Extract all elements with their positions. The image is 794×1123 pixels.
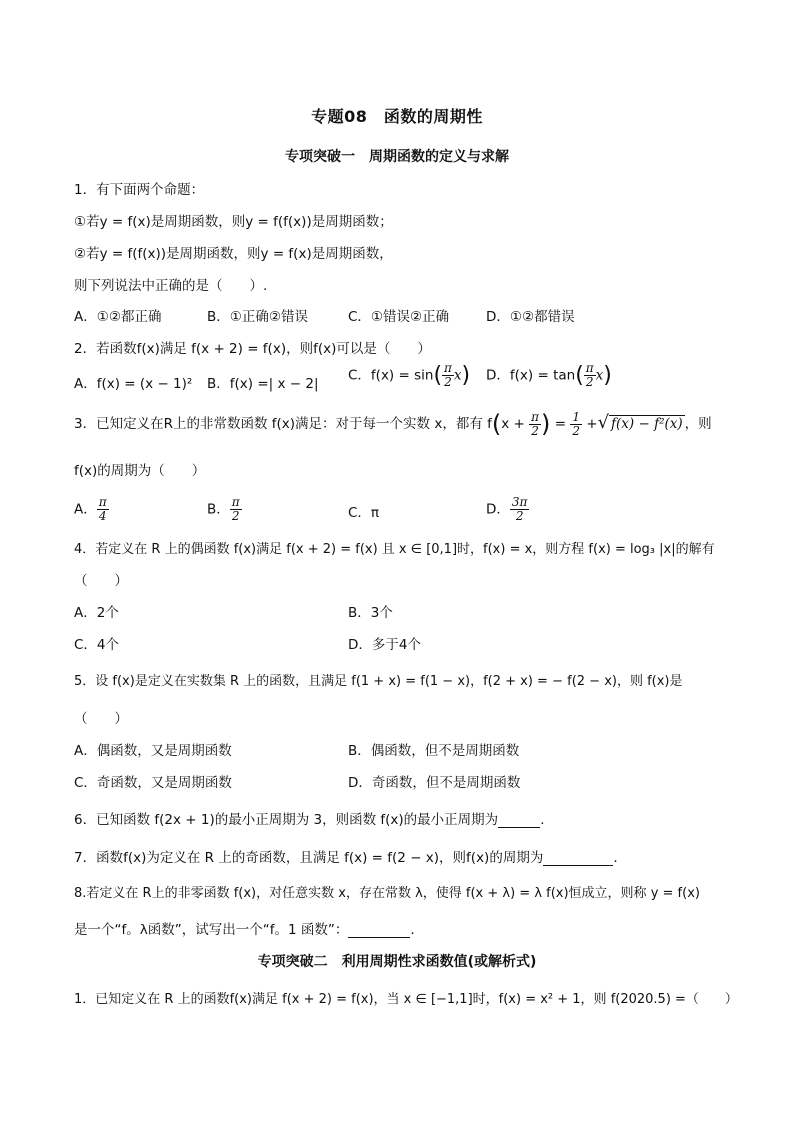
q2-stem: 2．若函数f(x)满足 f(x + 2) = f(x)，则f(x)可以是（ ） [74, 341, 431, 357]
q2-option-d-label: D．f(x) = tan [486, 367, 576, 384]
q4-stem: 4．若定义在 R 上的偶函数 f(x)满足 f(x + 2) = f(x) 且 x ∈ [0,1]时，f(x) = x，则方程 f(x) = log₃ |x|的解有 [74, 542, 715, 557]
q3-stem: 3．已知定义在R上的非常数函数 f(x)满足：对于每一个实数 x，都有 f(x + $\frac{\pi}{2}$ ) = $\frac{1}{2}$ +√ f(x) − f²(x) ，则 [74, 409, 712, 438]
q2-option-d: D．f(x) = tan( $\frac{\pi}{2}$ x) [486, 361, 612, 389]
q2-option-d-fraction: $\frac{\pi}{2}$ [585, 361, 594, 389]
q3-option-b: B． $\frac{\pi}{2}$ [207, 495, 240, 523]
q6-stem: 6．已知函数 f(2x + 1)的最小正周期为 3，则函数 f(x)的最小正周期为 . [74, 812, 545, 828]
q2-option-b: B．f(x) =| x − 2| [207, 376, 319, 392]
section-heading-1: 专项突破一 周期函数的定义与求解 [285, 149, 509, 165]
q2-option-c-label: C．f(x) = sin [348, 367, 434, 384]
q3-sqrt-expression: f(x) − f²(x) [611, 416, 683, 432]
q5-paren: （ ） [74, 711, 128, 727]
q1-option-a: A．①②都正确 [74, 309, 162, 325]
q3-line2: f(x)的周期为（ ） [74, 463, 206, 479]
q1-option-d: D．①②都错误 [486, 309, 575, 325]
q1-ask: 则下列说法中正确的是（ ）. [74, 278, 268, 294]
q4-option-b: B．3个 [348, 605, 393, 621]
q1-proposition-2: ②若y = f(f(x))是周期函数，则y = f(x)是周期函数， [74, 246, 393, 262]
q1-option-c: C．①错误②正确 [348, 309, 450, 325]
q4-paren: （ ） [74, 573, 128, 589]
q1-option-b: B．①正确②错误 [207, 309, 308, 325]
q4-option-a: A．2个 [74, 605, 119, 621]
q8-line2: 是一个“f。λ函数”，试写出一个“f。1 函数”： . [74, 922, 415, 938]
q5-option-d: D．奇函数，但不是周期函数 [348, 775, 521, 791]
q2-option-c: C．f(x) = sin( $\frac{\pi}{2}$ x) [348, 361, 471, 389]
page-title: 专题08 函数的周期性 [311, 107, 483, 126]
q3-option-c: C．π [348, 505, 380, 521]
q5-option-a: A．偶函数，又是周期函数 [74, 743, 232, 759]
q5-stem: 5．设 f(x)是定义在实数集 R 上的函数，且满足 f(1 + x) = f(1 − x)，f(2 + x) = − f(2 − x)，则 f(x)是 [74, 674, 683, 689]
q1-stem: 1．有下面两个命题： [74, 182, 205, 198]
q3-one-half: $\frac{1}{2}$ [572, 409, 580, 438]
q3-option-d: D． $\frac{3\pi}{2}$ [486, 495, 528, 523]
q4-option-c: C．4个 [74, 637, 120, 653]
section-heading-2: 专项突破二 利用周期性求函数值(或解析式) [257, 954, 537, 970]
q2-option-a: A．f(x) = (x − 1)² [74, 376, 193, 392]
q3-pi-over-2: $\frac{\pi}{2}$ [531, 409, 540, 438]
q1-proposition-1: ①若y = f(x)是周期函数，则y = f(f(x))是周期函数； [74, 214, 393, 230]
q7-stem: 7．函数f(x)为定义在 R 上的奇函数，且满足 f(x) = f(2 − x)，则f(x)的周期为 . [74, 850, 618, 866]
q8-answer-blank [348, 923, 410, 938]
q3-option-a: A． $\frac{\pi}{4}$ [74, 495, 107, 523]
q2-option-c-fraction: $\frac{\pi}{2}$ [444, 361, 452, 389]
q5-option-c: C．奇函数，又是周期函数 [74, 775, 232, 791]
q6-answer-blank [498, 813, 540, 828]
q8-line1: 8.若定义在 R上的非零函数 f(x)，对任意实数 x，存在常数 λ，使得 f(x + λ) = λ f(x)恒成立，则称 y = f(x) [74, 886, 700, 901]
q5-option-b: B．偶函数，但不是周期函数 [348, 743, 520, 759]
q4-option-d: D．多于4个 [348, 637, 421, 653]
q7-answer-blank [543, 851, 613, 866]
s2-q1-stem: 1．已知定义在 R 上的函数f(x)满足 f(x + 2) = f(x)，当 x ∈ [−1,1]时，f(x) = x² + 1，则 f(2020.5) =（ ） [74, 992, 738, 1007]
